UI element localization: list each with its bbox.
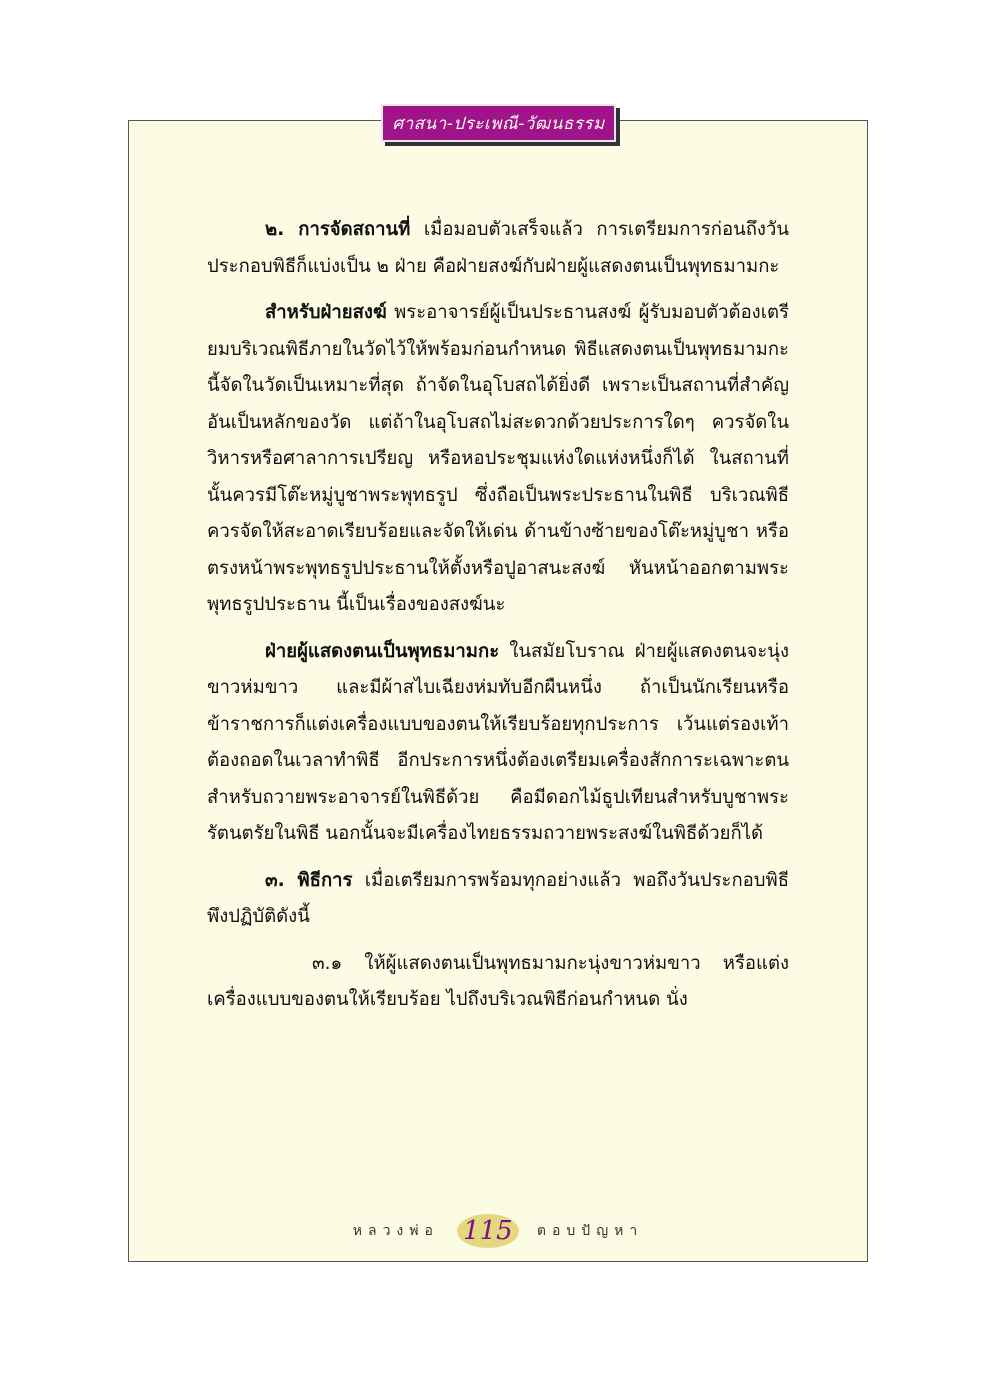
paragraph-ceremony (207, 863, 789, 936)
paragraph-heading: ฝ่ายผู้แสดงตนเป็นพุทธมามกะ (265, 640, 500, 662)
body-text (207, 212, 789, 1029)
footer-right-text: ตอบปัญหา (536, 1223, 644, 1239)
paragraph-heading: สำหรับฝ่ายสงฆ์ (265, 302, 387, 323)
paragraph-heading: ๒. การจัดสถานที่ (265, 219, 411, 240)
section-header-tab (381, 104, 616, 142)
paragraph-text: ในสมัยโบราณ ฝ่ายผู้แสดงตนจะนุ่งขาวห่มขาว และมีผ้าสไบเฉียงห่มทับอีกผืนหนึ่ง ถ้าเป็นนักเรียนหรือข้าราชการก็แต่งเครื่องแบบของตนให้เรียบร้อยทุกประการ เว้นแต่รองเท้า ต้องถอดในเวลาทำพิธี อีกประการหนึ่งต้องเตรียมเครื่องสักการะเฉพาะตนสำหรับถวายพระอาจารย์ในพิธีด้วย คือมีดอกไม้ธูปเทียนสำหรับบูชาพระรัตนตรัยในพิธี นอกนั้นจะมีเครื่องไทยธรรมถวายพระสงฆ์ในพิธีด้วยก็ได้ (207, 640, 789, 844)
paragraph-monks (207, 295, 789, 624)
paragraph-heading: ๓. พิธีการ (265, 869, 353, 891)
section-title: ศาสนา-ประเพณี-วัฒนธรรม (392, 113, 605, 134)
paragraph-text: พระอาจารย์ผู้เป็นประธานสงฆ์ ผู้รับมอบตัวต้องเตรียมบริเวณพิธีภายในวัดไว้ให้พร้อมก่อนกำหนด พิธีแสดงตนเป็นพุทธมามกะนี้จัดในวัดเป็นเหมาะที่สุด ถ้าจัดในอุโบสถได้ยิ่งดี เพราะเป็นสถานที่สำคัญอันเป็นหลักของวัด แต่ถ้าในอุโบสถไม่สะดวกด้วยประการใดๆ ควรจัดในวิหารหรือศาลาการเปรียญ หรือหอประชุมแห่งใดแห่งหนึ่งก็ได้ ในสถานที่นั้นควรมีโต๊ะหมู่บูชาพระพุทธรูป ซึ่งถือเป็นพระประธานในพิธี บริเวณพิธีควรจัดให้สะอาดเรียบร้อยและจัดให้เด่น ด้านข้างซ้ายของโต๊ะหมู่บูชา หรือตรงหน้าพระพุทธรูปประธานให้ตั้งหรือปูอาสนะสงฆ์ หันหน้าออกตามพระพุทธรูปประธาน นี้เป็นเรื่องของสงฆ์นะ (207, 302, 789, 615)
paragraph-text: ๓.๑ ให้ผู้แสดงตนเป็นพุทธมามกะนุ่งขาวห่มขาว หรือแต่งเครื่องแบบของตนให้เรียบร้อย ไปถึงบริเวณพิธีก่อนกำหนด นั่ง (207, 952, 789, 1010)
footer-left-text: หลวงพ่อ (352, 1223, 439, 1239)
paragraph-declarants (207, 634, 789, 853)
paragraph-step-3-1 (207, 946, 789, 1019)
paragraph-text: เมื่อมอบตัวเสร็จแล้ว การเตรียมการก่อนถึงวันประกอบพิธีก็แบ่งเป็น ๒ ฝ่าย คือฝ่ายสงฆ์กับฝ่ายผู้แสดงตนเป็นพุทธมามกะ (207, 219, 789, 277)
paragraph-venue (207, 212, 789, 285)
page-footer (128, 1208, 868, 1254)
paragraph-text: เมื่อเตรียมการพร้อมทุกอย่างแล้ว พอถึงวันประกอบพิธีพึงปฏิบัติดังนี้ (207, 869, 789, 927)
page-number: 115 (457, 1214, 519, 1248)
